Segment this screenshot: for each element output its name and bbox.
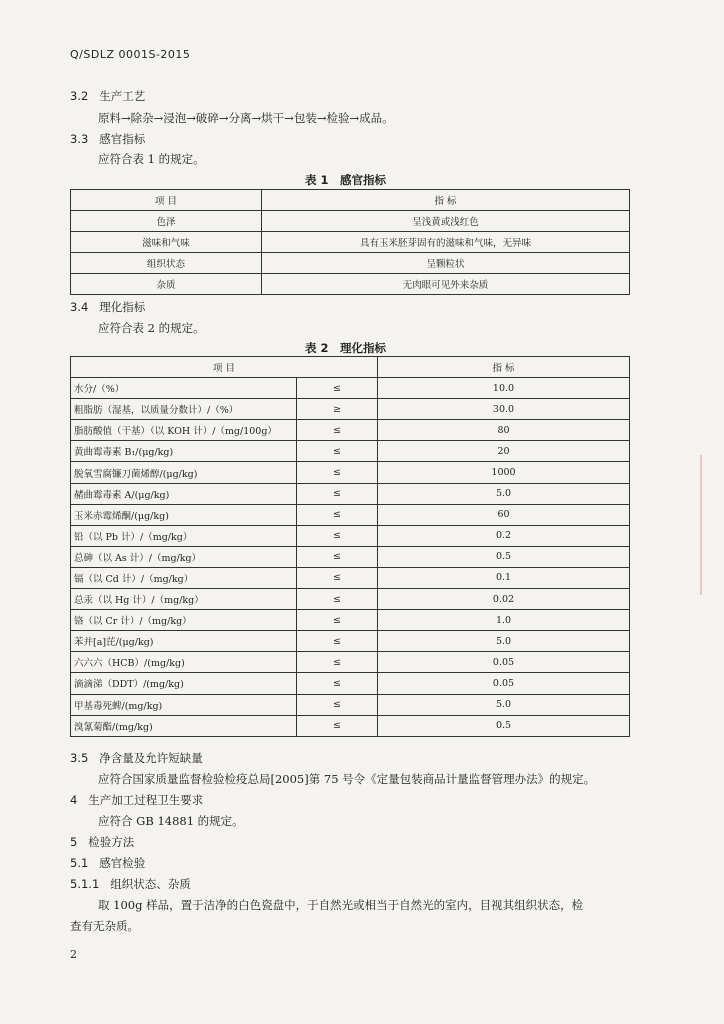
table-cell: 脂肪酸值（干基）（以 KOH 计）/（mg/100g） bbox=[71, 420, 297, 441]
table-row bbox=[71, 420, 630, 441]
section-title: 净含量及允许短缺量 bbox=[99, 751, 203, 765]
table-cell: 0.5 bbox=[378, 715, 630, 736]
section-number: 3.2 bbox=[70, 89, 89, 103]
table-row bbox=[71, 694, 630, 715]
physicochemical-table bbox=[70, 356, 630, 737]
table-cell: ≤ bbox=[297, 610, 378, 631]
standard-code: Q/SDLZ 0001S-2015 bbox=[70, 48, 191, 61]
section-5-1-1-text: 取 100g 样品，置于洁净的白色瓷盘中，于自然光或相当于自然光的室内，目视其组织状态，检 bbox=[98, 898, 584, 912]
section-3-4-text: 应符合表 2 的规定。 bbox=[98, 321, 205, 335]
table-cell: 赭曲霉毒素 A/(μg/kg) bbox=[71, 483, 297, 504]
table-cell: 20 bbox=[378, 441, 630, 462]
sensory-table bbox=[70, 189, 630, 295]
section-5-heading bbox=[70, 834, 134, 850]
table-row bbox=[71, 546, 630, 567]
table-cell: 总砷（以 As 计）/（mg/kg） bbox=[71, 546, 297, 567]
section-3-2-heading bbox=[70, 88, 145, 104]
table-cell: 1000 bbox=[378, 462, 630, 483]
table-cell: 60 bbox=[378, 504, 630, 525]
section-4-heading bbox=[70, 792, 203, 808]
section-title: 生产加工过程卫生要求 bbox=[88, 793, 204, 807]
table-cell: 玉米赤霉烯酮/(μg/kg) bbox=[71, 504, 297, 525]
table-cell: 总汞（以 Hg 计）/（mg/kg） bbox=[71, 589, 297, 610]
table-cell: 0.05 bbox=[378, 652, 630, 673]
table-cell: ≥ bbox=[297, 399, 378, 420]
table-cell: 杂质 bbox=[71, 274, 262, 295]
process-flow-text: 原料→除杂→浸泡→破碎→分离→烘干→包装→检验→成品。 bbox=[98, 111, 394, 125]
table-cell: 无肉眼可见外来杂质 bbox=[262, 274, 630, 295]
table-cell: 组织状态 bbox=[71, 253, 262, 274]
section-3-3-heading bbox=[70, 131, 145, 147]
table-row bbox=[71, 525, 630, 546]
section-title: 感官检验 bbox=[99, 856, 146, 870]
table-cell: ≤ bbox=[297, 441, 378, 462]
table-header-cell: 指 标 bbox=[262, 190, 630, 211]
table-row bbox=[71, 399, 630, 420]
section-number: 3.3 bbox=[70, 132, 89, 146]
table-cell: 滋味和气味 bbox=[71, 232, 262, 253]
table-cell: ≤ bbox=[297, 652, 378, 673]
section-title: 生产工艺 bbox=[99, 89, 146, 103]
table-cell: ≤ bbox=[297, 715, 378, 736]
table-cell: 5.0 bbox=[378, 483, 630, 504]
table-cell: 铬（以 Cr 计）/（mg/kg） bbox=[71, 610, 297, 631]
table-row bbox=[71, 483, 630, 504]
table-cell: ≤ bbox=[297, 694, 378, 715]
section-number: 3.4 bbox=[70, 300, 89, 314]
table-row bbox=[71, 567, 630, 588]
table-cell: 镉（以 Cd 计）/（mg/kg） bbox=[71, 567, 297, 588]
section-5-1-1-text-cont: 查有无杂质。 bbox=[70, 919, 139, 933]
table-header-row bbox=[71, 357, 630, 378]
table-cell: ≤ bbox=[297, 546, 378, 567]
table-cell: 5.0 bbox=[378, 631, 630, 652]
table-cell: 六六六（HCB）/(mg/kg) bbox=[71, 652, 297, 673]
section-number: 5.1 bbox=[70, 856, 89, 870]
table-header-cell: 指 标 bbox=[378, 357, 630, 378]
section-number: 4 bbox=[70, 793, 78, 807]
table-cell: 色泽 bbox=[71, 211, 262, 232]
section-3-5-text: 应符合国家质量监督检验检疫总局[2005]第 75 号令《定量包装商品计量监督管理办法》的规定。 bbox=[98, 772, 596, 786]
table-row bbox=[71, 211, 630, 232]
table-cell: 粗脂肪（湿基，以质量分数计）/（%） bbox=[71, 399, 297, 420]
table-cell: ≤ bbox=[297, 589, 378, 610]
table1-caption: 表 1 感官指标 bbox=[305, 173, 387, 187]
table-cell: 具有玉米胚芽固有的滋味和气味，无异味 bbox=[262, 232, 630, 253]
table-cell: 80 bbox=[378, 420, 630, 441]
table-cell: 黄曲霉毒素 B₁/(μg/kg) bbox=[71, 441, 297, 462]
table-cell: 甲基毒死蜱/(mg/kg) bbox=[71, 694, 297, 715]
table-row bbox=[71, 441, 630, 462]
table-cell: ≤ bbox=[297, 631, 378, 652]
section-title: 感官指标 bbox=[99, 132, 146, 146]
section-title: 理化指标 bbox=[99, 300, 146, 314]
table-cell: ≤ bbox=[297, 378, 378, 399]
table-cell: 水分/（%） bbox=[71, 378, 297, 399]
table-row bbox=[71, 652, 630, 673]
table-cell: ≤ bbox=[297, 462, 378, 483]
table-cell: 0.5 bbox=[378, 546, 630, 567]
section-3-5-heading bbox=[70, 750, 203, 766]
table-row bbox=[71, 589, 630, 610]
table-cell: 1.0 bbox=[378, 610, 630, 631]
table-cell: 滴滴涕（DDT）/(mg/kg) bbox=[71, 673, 297, 694]
table-cell: 呈浅黄或浅红色 bbox=[262, 211, 630, 232]
section-5-1-1-heading bbox=[70, 876, 191, 892]
table-cell: ≤ bbox=[297, 504, 378, 525]
table-cell: 0.2 bbox=[378, 525, 630, 546]
table-cell: 30.0 bbox=[378, 399, 630, 420]
section-title: 组织状态、杂质 bbox=[110, 877, 191, 891]
table-header-cell: 项 目 bbox=[71, 357, 378, 378]
table-cell: 苯并[a]芘/(μg/kg) bbox=[71, 631, 297, 652]
section-5-1-heading bbox=[70, 855, 145, 871]
table-cell: 铅（以 Pb 计）/（mg/kg） bbox=[71, 525, 297, 546]
table-cell: 溴氰菊酯/(mg/kg) bbox=[71, 715, 297, 736]
table-row bbox=[71, 253, 630, 274]
section-title: 检验方法 bbox=[88, 835, 135, 849]
table-row bbox=[71, 673, 630, 694]
table-cell: 0.05 bbox=[378, 673, 630, 694]
table-cell: ≤ bbox=[297, 525, 378, 546]
table-cell: 呈颗粒状 bbox=[262, 253, 630, 274]
table-row bbox=[71, 504, 630, 525]
table-cell: 0.02 bbox=[378, 589, 630, 610]
section-number: 5 bbox=[70, 835, 78, 849]
table-cell: ≤ bbox=[297, 483, 378, 504]
table-row bbox=[71, 378, 630, 399]
table-row bbox=[71, 462, 630, 483]
table-row bbox=[71, 232, 630, 253]
table-cell: ≤ bbox=[297, 420, 378, 441]
section-3-3-text: 应符合表 1 的规定。 bbox=[98, 152, 205, 166]
table-cell: 10.0 bbox=[378, 378, 630, 399]
page-number: 2 bbox=[70, 948, 77, 961]
section-number: 3.5 bbox=[70, 751, 89, 765]
section-3-4-heading bbox=[70, 299, 145, 315]
table-row bbox=[71, 631, 630, 652]
table-cell: ≤ bbox=[297, 567, 378, 588]
table-row bbox=[71, 274, 630, 295]
table-cell: 5.0 bbox=[378, 694, 630, 715]
table-cell: 脱氧雪腐镰刀菌烯醇/(μg/kg) bbox=[71, 462, 297, 483]
section-number: 5.1.1 bbox=[70, 877, 100, 891]
table-cell: 0.1 bbox=[378, 567, 630, 588]
table-cell: ≤ bbox=[297, 673, 378, 694]
seal-stamp bbox=[700, 455, 724, 595]
section-4-text: 应符合 GB 14881 的规定。 bbox=[98, 814, 244, 828]
table2-caption: 表 2 理化指标 bbox=[305, 341, 387, 355]
table-row bbox=[71, 610, 630, 631]
table-header-row bbox=[71, 190, 630, 211]
table-row bbox=[71, 715, 630, 736]
table-header-cell: 项 目 bbox=[71, 190, 262, 211]
